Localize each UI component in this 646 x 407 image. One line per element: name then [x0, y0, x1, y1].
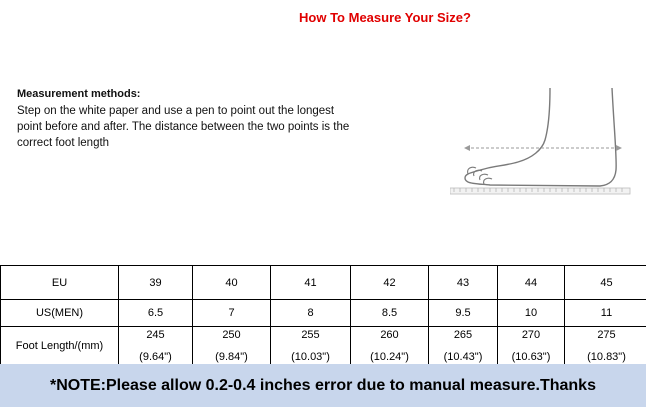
note-text: *NOTE:Please allow 0.2-0.4 inches error due to manual measure.Thanks — [50, 376, 596, 394]
us-size: 11 — [565, 300, 646, 327]
eu-row — [1, 266, 646, 300]
foot-length-mm: 250 — [222, 329, 241, 341]
foot-length-mm: 255 — [301, 329, 320, 341]
foot-length-mm: 275 — [597, 329, 616, 341]
foot-length-cell — [351, 327, 429, 366]
us-size: 6.5 — [119, 300, 193, 327]
foot-length-mm: 245 — [146, 329, 165, 341]
foot-length-cell — [119, 327, 193, 366]
foot-length-inches: (9.84") — [215, 351, 248, 363]
foot-length-inches: (10.83") — [587, 351, 626, 363]
foot-length-label: Foot Length/(mm) — [1, 327, 119, 366]
eu-size: 45 — [565, 266, 646, 300]
foot-length-inches: (9.64") — [139, 351, 172, 363]
eu-size: 44 — [498, 266, 565, 300]
page-title: How To Measure Your Size? — [299, 10, 471, 25]
foot-length-row — [1, 327, 646, 366]
us-size: 9.5 — [429, 300, 498, 327]
foot-length-cell — [193, 327, 271, 366]
foot-length-inches: (10.43") — [443, 351, 483, 363]
eu-size: 40 — [193, 266, 271, 300]
us-size: 10 — [498, 300, 565, 327]
measurement-heading: Measurement methods: — [17, 88, 141, 100]
foot-length-mm: 270 — [521, 329, 541, 341]
foot-length-cell — [429, 327, 498, 366]
foot-length-inches: (10.24") — [370, 351, 409, 363]
us-label: US(MEN) — [1, 300, 119, 327]
foot-length-mm: 260 — [380, 329, 399, 341]
us-size: 7 — [193, 300, 271, 327]
us-size: 8 — [271, 300, 351, 327]
foot-length-inches: (10.03") — [291, 351, 330, 363]
eu-label: EU — [1, 266, 119, 300]
eu-size: 39 — [119, 266, 193, 300]
eu-size: 43 — [429, 266, 498, 300]
foot-measure-icon — [450, 88, 646, 213]
foot-length-cell — [498, 327, 565, 366]
eu-size: 42 — [351, 266, 429, 300]
us-row — [1, 300, 646, 327]
measurement-text: Step on the white paper and use a pen to point out the longest point before and after. The distance between the two points is the correct foot length — [17, 105, 350, 149]
foot-length-inches: (10.63") — [511, 351, 551, 363]
foot-length-cell — [565, 327, 646, 366]
eu-size: 41 — [271, 266, 351, 300]
foot-length-mm: 265 — [453, 329, 473, 341]
foot-length-cell — [271, 327, 351, 366]
us-size: 8.5 — [351, 300, 429, 327]
size-chart-table — [0, 265, 646, 366]
measurement-methods — [17, 86, 357, 151]
note-banner — [0, 364, 646, 407]
